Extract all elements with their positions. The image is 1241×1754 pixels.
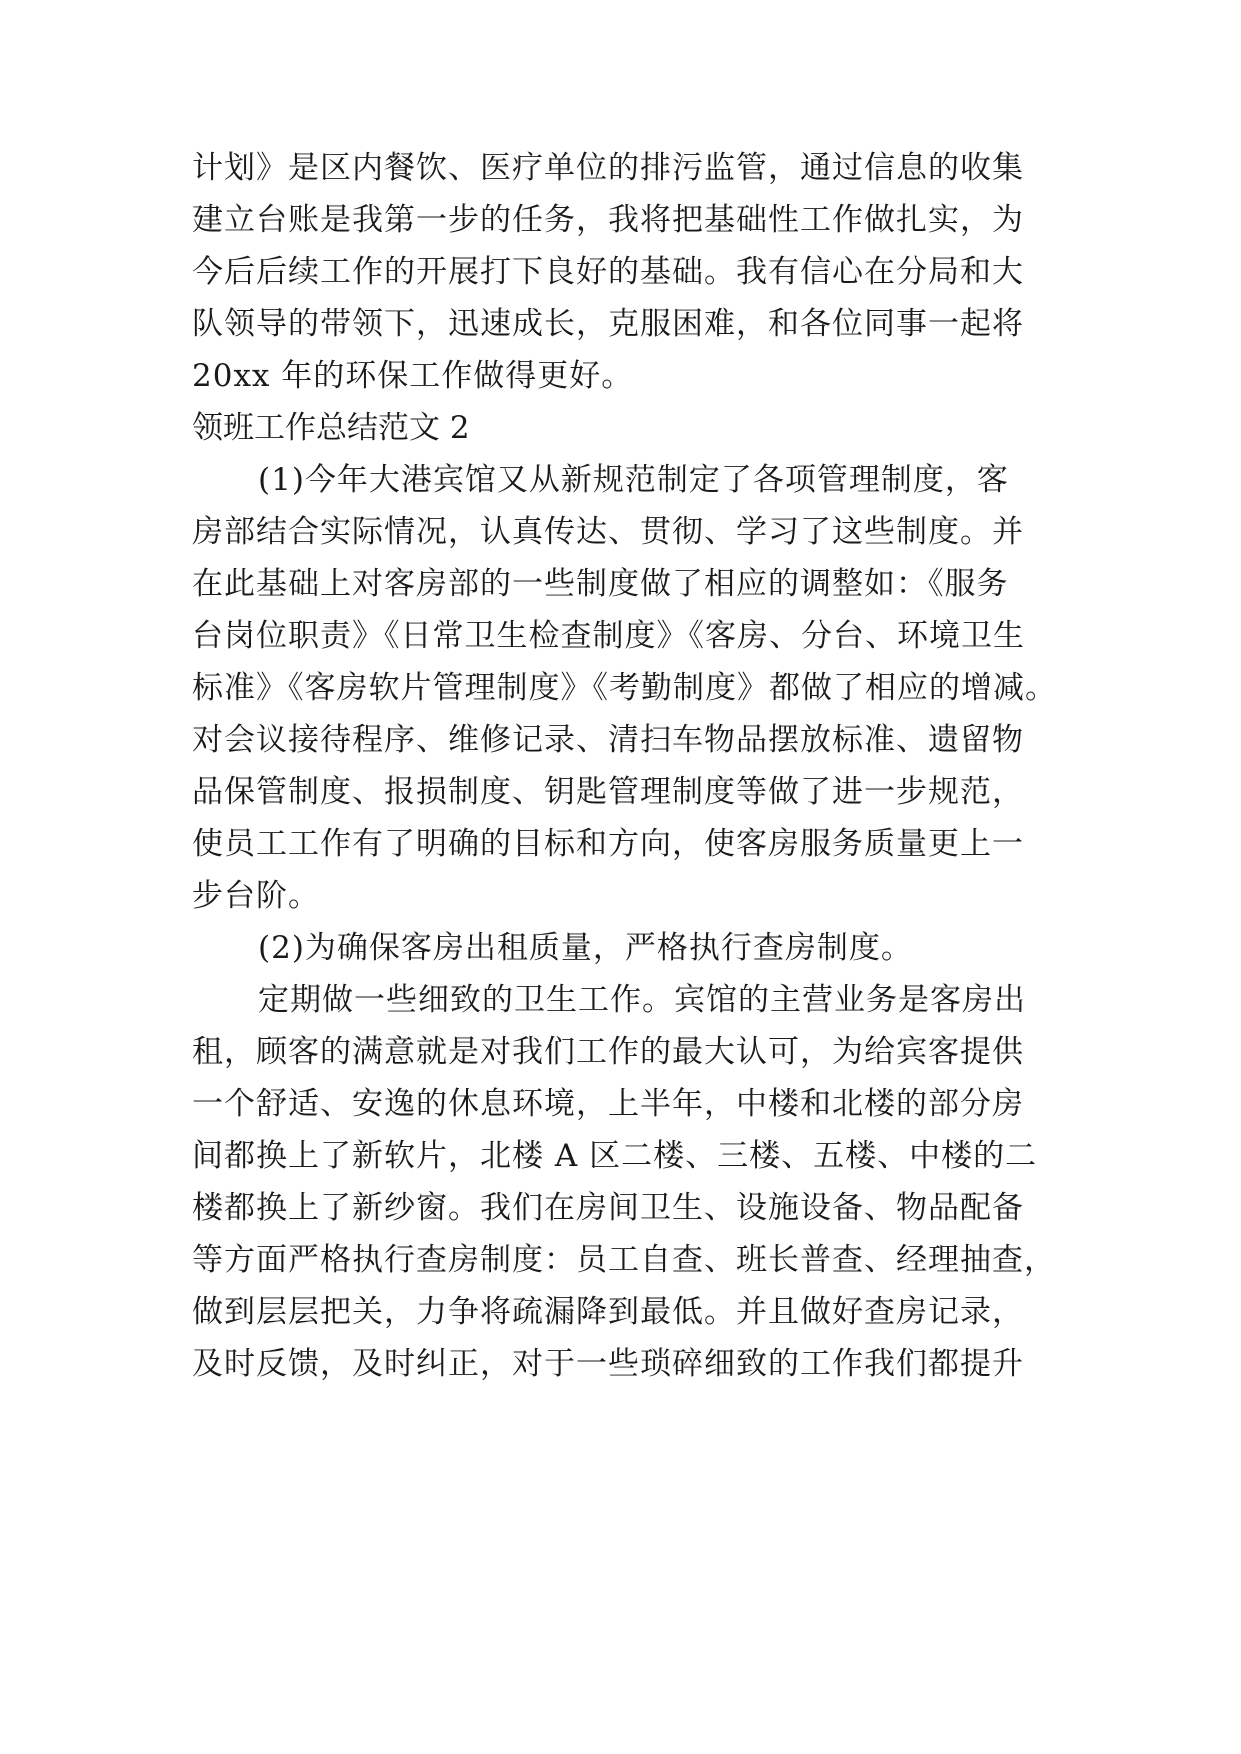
paragraph-line: 房部结合实际情况，认真传达、贯彻、学习了这些制度。并 <box>192 514 1024 550</box>
paragraph-line: 在此基础上对客房部的一些制度做了相应的调整如：《服务 <box>192 566 1009 602</box>
paragraph-line: 定期做一些细致的卫生工作。宾馆的主营业务是客房出 <box>258 982 1026 1018</box>
paragraph-line: 做到层层把关，力争将疏漏降到最低。并且做好查房记录， <box>192 1294 1024 1330</box>
text-line: 20xx 年的环保工作做得更好。 <box>192 358 634 394</box>
paragraph-line: 及时反馈，及时纠正，对于一些琐碎细致的工作我们都提升 <box>192 1346 1024 1382</box>
paragraph-line: 楼都换上了新纱窗。我们在房间卫生、设施设备、物品配备 <box>192 1190 1024 1226</box>
paragraph-line: 使员工工作有了明确的目标和方向，使客房服务质量更上一 <box>192 826 1024 862</box>
paragraph-line: 一个舒适、安逸的休息环境，上半年，中楼和北楼的部分房 <box>192 1086 1024 1122</box>
text-line: 队领导的带领下，迅速成长，克服困难，和各位同事一起将 <box>192 306 1024 342</box>
paragraph-line: 步台阶。 <box>192 878 320 914</box>
paragraph-line: 间都换上了新软片，北楼 A 区二楼、三楼、五楼、中楼的二 <box>192 1138 1038 1174</box>
paragraph-line: 台岗位职责》《日常卫生检查制度》《客房、分台、环境卫生 <box>192 618 1025 654</box>
paragraph-line: (2)为确保客房出租质量，严格执行查房制度。 <box>258 930 913 966</box>
paragraph-line: (1)今年大港宾馆又从新规范制定了各项管理制度，客 <box>258 462 1009 498</box>
text-line: 计划》是区内餐饮、医疗单位的排污监管，通过信息的收集 <box>192 150 1024 186</box>
section-heading: 领班工作总结范文 2 <box>192 410 470 446</box>
text-line: 今后后续工作的开展打下良好的基础。我有信心在分局和大 <box>192 254 1024 290</box>
paragraph-line: 品保管制度、报损制度、钥匙管理制度等做了进一步规范， <box>192 774 1024 810</box>
text-line: 建立台账是我第一步的任务，我将把基础性工作做扎实，为 <box>192 202 1024 238</box>
paragraph-line: 租，顾客的满意就是对我们工作的最大认可，为给宾客提供 <box>192 1034 1024 1070</box>
paragraph-line: 标准》《客房软片管理制度》《考勤制度》都做了相应的增减。 <box>192 670 1057 706</box>
paragraph-line: 等方面严格执行查房制度：员工自查、班长普查、经理抽查， <box>192 1242 1056 1278</box>
paragraph-line: 对会议接待程序、维修记录、清扫车物品摆放标准、遗留物 <box>192 722 1024 758</box>
